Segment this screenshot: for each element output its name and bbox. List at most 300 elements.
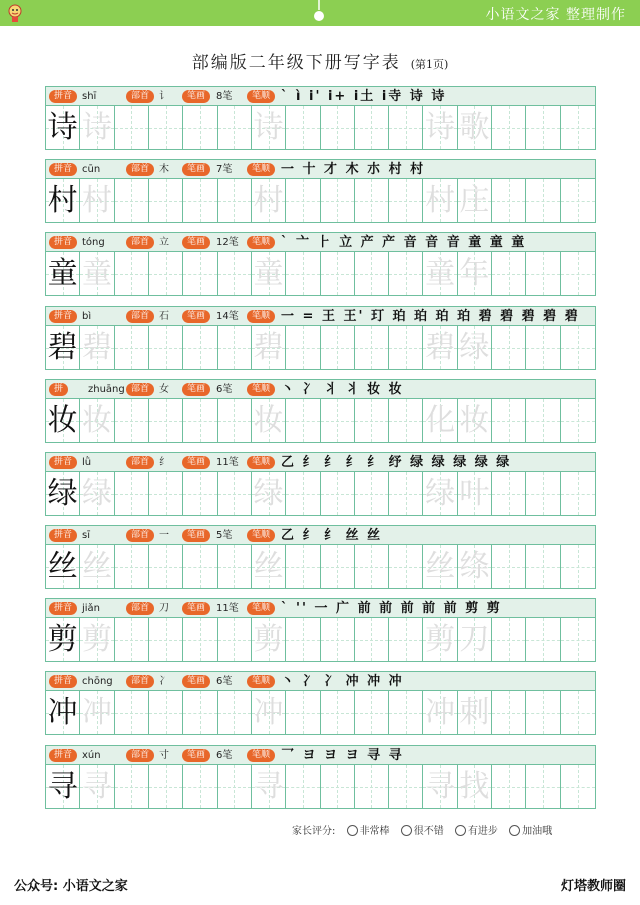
- grid-cell[interactable]: [218, 765, 252, 808]
- grid-cell[interactable]: [526, 545, 560, 588]
- grid-cell[interactable]: [286, 618, 320, 661]
- pinyin-tag: 拼音: [49, 236, 77, 249]
- grid-cell[interactable]: [46, 545, 80, 588]
- grid-cell[interactable]: [355, 179, 389, 222]
- grid-cell[interactable]: [115, 618, 149, 661]
- pinyin-tag: 拼音: [49, 749, 77, 762]
- grid-cell[interactable]: [252, 399, 286, 442]
- grid-cell[interactable]: [355, 106, 389, 149]
- grid-cell[interactable]: [423, 399, 457, 442]
- trace-character: 妆: [459, 403, 490, 438]
- grid-cell[interactable]: [286, 765, 320, 808]
- rating-radio-2[interactable]: [401, 825, 412, 836]
- grid-cell[interactable]: [80, 545, 114, 588]
- grid-cell[interactable]: [526, 472, 560, 515]
- grid-cell[interactable]: [149, 545, 183, 588]
- grid-cell[interactable]: [252, 765, 286, 808]
- radical-tag: 部首: [126, 675, 154, 688]
- radical-value: 一: [159, 530, 169, 541]
- grid-cell[interactable]: [492, 472, 526, 515]
- character-block: [45, 452, 596, 516]
- grid-cell[interactable]: [492, 545, 526, 588]
- trace-character: 绦: [459, 549, 490, 584]
- grid-cell[interactable]: [80, 179, 114, 222]
- info-bar: [46, 672, 595, 691]
- grid-cell[interactable]: [321, 618, 355, 661]
- grid-cell[interactable]: [46, 252, 80, 295]
- info-bar: [46, 233, 595, 252]
- grid-cell[interactable]: [183, 179, 217, 222]
- grid-cell[interactable]: [149, 472, 183, 515]
- rating-radio-4[interactable]: [509, 825, 520, 836]
- grid-cell[interactable]: [80, 765, 114, 808]
- grid-cell[interactable]: [423, 618, 457, 661]
- radical-tag: 部首: [126, 163, 154, 176]
- grid-cell[interactable]: [355, 472, 389, 515]
- grid-cell[interactable]: [321, 106, 355, 149]
- grid-cell[interactable]: [458, 179, 492, 222]
- grid-cell[interactable]: [458, 252, 492, 295]
- grid-cell[interactable]: [389, 252, 423, 295]
- grid-cell[interactable]: [252, 179, 286, 222]
- grid-cell[interactable]: [458, 472, 492, 515]
- writing-grid: [46, 106, 595, 149]
- grid-cell[interactable]: [492, 106, 526, 149]
- info-bar: [46, 599, 595, 618]
- grid-cell[interactable]: [46, 618, 80, 661]
- trace-character: 冲: [425, 695, 456, 730]
- pinyin-value: sī: [82, 530, 90, 541]
- trace-character: 冲: [81, 695, 112, 730]
- model-character: 冲: [47, 695, 78, 730]
- grid-cell[interactable]: [183, 252, 217, 295]
- grid-cell[interactable]: [561, 252, 595, 295]
- grid-cell[interactable]: [218, 252, 252, 295]
- radical-tag: 部首: [126, 602, 154, 615]
- grid-cell[interactable]: [252, 472, 286, 515]
- grid-cell[interactable]: [252, 545, 286, 588]
- grid-cell[interactable]: [355, 252, 389, 295]
- grid-cell[interactable]: [561, 472, 595, 515]
- grid-cell[interactable]: [286, 326, 320, 369]
- grid-cell[interactable]: [183, 472, 217, 515]
- stroke-count-tag: 笔画: [182, 383, 210, 396]
- grid-cell[interactable]: [458, 765, 492, 808]
- grid-cell[interactable]: [389, 326, 423, 369]
- grid-cell[interactable]: [355, 618, 389, 661]
- trace-character: 叶: [459, 476, 490, 511]
- model-character: 村: [47, 183, 78, 218]
- trace-character: 妆: [253, 403, 284, 438]
- radical-value: 立: [159, 237, 169, 248]
- stroke-count-tag: 笔画: [182, 310, 210, 323]
- grid-cell[interactable]: [46, 326, 80, 369]
- pinyin-value: cūn: [82, 164, 101, 175]
- grid-cell[interactable]: [526, 765, 560, 808]
- grid-cell[interactable]: [149, 691, 183, 734]
- character-block: [45, 525, 596, 589]
- grid-cell[interactable]: [492, 326, 526, 369]
- grid-cell[interactable]: [183, 399, 217, 442]
- writing-grid: [46, 618, 595, 661]
- grid-cell[interactable]: [321, 252, 355, 295]
- grid-cell[interactable]: [458, 326, 492, 369]
- trace-character: 村: [81, 183, 112, 218]
- grid-cell[interactable]: [149, 106, 183, 149]
- grid-cell[interactable]: [115, 765, 149, 808]
- trace-character: 绿: [459, 330, 490, 365]
- grid-cell[interactable]: [526, 691, 560, 734]
- pinyin-value: shī: [82, 91, 97, 102]
- radical-value: 冫: [159, 676, 169, 687]
- grid-cell[interactable]: [526, 252, 560, 295]
- grid-cell[interactable]: [80, 399, 114, 442]
- rating-label: 家长评分:: [292, 826, 336, 837]
- grid-cell[interactable]: [423, 545, 457, 588]
- grid-cell[interactable]: [46, 765, 80, 808]
- grid-cell[interactable]: [80, 252, 114, 295]
- writing-grid: [46, 691, 595, 734]
- writing-grid: [46, 545, 595, 588]
- trace-character: 丝: [81, 549, 112, 584]
- grid-cell[interactable]: [252, 691, 286, 734]
- stroke-count-value: 8笔: [216, 91, 233, 102]
- grid-cell[interactable]: [149, 765, 183, 808]
- grid-cell[interactable]: [321, 326, 355, 369]
- radical-value: 讠: [159, 91, 169, 102]
- trace-character: 找: [459, 769, 490, 804]
- model-character: 剪: [47, 622, 78, 657]
- grid-cell[interactable]: [286, 399, 320, 442]
- grid-cell[interactable]: [149, 618, 183, 661]
- stroke-count-value: 11笔: [216, 457, 239, 468]
- info-bar: [46, 453, 595, 472]
- grid-cell[interactable]: [115, 252, 149, 295]
- model-character: 丝: [47, 549, 78, 584]
- grid-cell[interactable]: [458, 618, 492, 661]
- info-bar: [46, 526, 595, 545]
- writing-grid: [46, 326, 595, 369]
- grid-cell[interactable]: [389, 106, 423, 149]
- character-block: [45, 745, 596, 809]
- stroke-count-value: 7笔: [216, 164, 233, 175]
- grid-cell[interactable]: [561, 399, 595, 442]
- grid-cell[interactable]: [526, 618, 560, 661]
- model-character: 妆: [47, 403, 78, 438]
- pinyin-value: chōng: [82, 676, 113, 687]
- radical-tag: 部首: [126, 529, 154, 542]
- character-block: [45, 671, 596, 735]
- pinyin-tag: 拼音: [49, 602, 77, 615]
- grid-cell[interactable]: [423, 765, 457, 808]
- rating-option: 很不错: [413, 826, 444, 837]
- character-block: [45, 86, 596, 150]
- grid-cell[interactable]: [355, 765, 389, 808]
- pinyin-tag: 拼音: [49, 529, 77, 542]
- grid-cell[interactable]: [218, 179, 252, 222]
- grid-cell[interactable]: [286, 545, 320, 588]
- grid-cell[interactable]: [526, 326, 560, 369]
- grid-cell[interactable]: [115, 691, 149, 734]
- trace-character: 村: [253, 183, 284, 218]
- model-character: 绿: [47, 476, 78, 511]
- pinyin-tag: 拼音: [49, 90, 77, 103]
- rating-option: 有进步: [467, 826, 498, 837]
- grid-cell[interactable]: [458, 545, 492, 588]
- grid-cell[interactable]: [355, 399, 389, 442]
- stroke-count-value: 12笔: [216, 237, 239, 248]
- grid-cell[interactable]: [149, 179, 183, 222]
- radical-tag: 部首: [126, 90, 154, 103]
- stroke-order: 乙 纟 纟 纟 纟 纾 绿 绿 绿 绿 绿: [281, 455, 512, 470]
- parent-rating: [292, 822, 552, 837]
- trace-character: 年: [459, 256, 490, 291]
- stroke-order: 丶 冫 冫 冲 冲 冲: [281, 674, 404, 689]
- grid-cell[interactable]: [492, 399, 526, 442]
- trace-character: 妆: [81, 403, 112, 438]
- grid-cell[interactable]: [183, 326, 217, 369]
- grid-cell[interactable]: [183, 618, 217, 661]
- grid-cell[interactable]: [46, 179, 80, 222]
- grid-cell[interactable]: [389, 691, 423, 734]
- stroke-order: ` 亠 ⺊ 立 产 产 音 音 音 童 童 童: [281, 235, 527, 250]
- rating-option: 加油哦: [522, 826, 553, 837]
- grid-cell[interactable]: [458, 691, 492, 734]
- grid-cell[interactable]: [252, 618, 286, 661]
- grid-cell[interactable]: [183, 545, 217, 588]
- stroke-count-tag: 笔画: [182, 456, 210, 469]
- pinyin-value: tóng: [82, 237, 105, 248]
- grid-cell[interactable]: [115, 545, 149, 588]
- radical-tag: 部首: [126, 236, 154, 249]
- stroke-order: 丶 冫 丬 丬 妆 妆: [281, 382, 404, 397]
- grid-cell[interactable]: [46, 399, 80, 442]
- grid-cell[interactable]: [321, 545, 355, 588]
- trace-character: 丝: [253, 549, 284, 584]
- grid-cell[interactable]: [526, 106, 560, 149]
- stroke-order: ` '' 一 广 前 前 前 前 前 剪 剪: [281, 601, 502, 616]
- grid-cell[interactable]: [149, 326, 183, 369]
- grid-cell[interactable]: [492, 691, 526, 734]
- stroke-order-tag: 笔顺: [247, 602, 275, 615]
- grid-cell[interactable]: [252, 326, 286, 369]
- grid-cell[interactable]: [46, 106, 80, 149]
- title-text: 部编版二年级下册写字表: [191, 53, 401, 73]
- radical-value: 女: [159, 384, 169, 395]
- grid-cell[interactable]: [115, 106, 149, 149]
- rating-radio-1[interactable]: [347, 825, 358, 836]
- grid-cell[interactable]: [458, 106, 492, 149]
- grid-cell[interactable]: [286, 472, 320, 515]
- pinyin-tag: 拼音: [49, 310, 77, 323]
- rating-radio-3[interactable]: [455, 825, 466, 836]
- stroke-count-value: 11笔: [216, 603, 239, 614]
- grid-cell[interactable]: [183, 691, 217, 734]
- stroke-order: 乙 纟 纟 丝 丝: [281, 528, 383, 543]
- grid-cell[interactable]: [115, 399, 149, 442]
- grid-cell[interactable]: [389, 179, 423, 222]
- trace-character: 诗: [425, 110, 456, 145]
- grid-cell[interactable]: [46, 472, 80, 515]
- grid-cell[interactable]: [492, 179, 526, 222]
- pinyin-value: xún: [82, 750, 101, 761]
- trace-character: 庄: [459, 183, 490, 218]
- grid-cell[interactable]: [218, 326, 252, 369]
- grid-cell[interactable]: [80, 691, 114, 734]
- stroke-order: 一 十 才 木 朩 村 村: [281, 162, 426, 177]
- grid-cell[interactable]: [218, 472, 252, 515]
- grid-cell[interactable]: [149, 399, 183, 442]
- stroke-order-tag: 笔顺: [247, 163, 275, 176]
- grid-cell[interactable]: [46, 691, 80, 734]
- trace-character: 冲: [253, 695, 284, 730]
- grid-cell[interactable]: [80, 106, 114, 149]
- trace-character: 剪: [81, 622, 112, 657]
- radical-value: 石: [159, 311, 169, 322]
- trace-character: 寻: [81, 769, 112, 804]
- stroke-order-tag: 笔顺: [247, 749, 275, 762]
- grid-cell[interactable]: [492, 765, 526, 808]
- pinyin-value: bì: [82, 311, 92, 322]
- grid-cell[interactable]: [389, 472, 423, 515]
- grid-cell[interactable]: [355, 691, 389, 734]
- grid-cell[interactable]: [80, 326, 114, 369]
- trace-character: 绿: [81, 476, 112, 511]
- grid-cell[interactable]: [423, 179, 457, 222]
- grid-cell[interactable]: [149, 252, 183, 295]
- grid-cell[interactable]: [218, 106, 252, 149]
- grid-cell[interactable]: [423, 691, 457, 734]
- writing-grid: [46, 179, 595, 222]
- grid-cell[interactable]: [389, 399, 423, 442]
- writing-grid: [46, 765, 595, 808]
- grid-cell[interactable]: [115, 179, 149, 222]
- grid-cell[interactable]: [286, 106, 320, 149]
- character-block: [45, 232, 596, 296]
- radical-value: 木: [159, 164, 169, 175]
- grid-cell[interactable]: [321, 691, 355, 734]
- grid-cell[interactable]: [321, 399, 355, 442]
- trace-character: 童: [253, 256, 284, 291]
- info-bar: [46, 746, 595, 765]
- stroke-order-tag: 笔顺: [247, 456, 275, 469]
- grid-cell[interactable]: [389, 618, 423, 661]
- stroke-count-tag: 笔画: [182, 163, 210, 176]
- grid-cell[interactable]: [389, 765, 423, 808]
- grid-cell[interactable]: [252, 252, 286, 295]
- character-block: [45, 159, 596, 223]
- grid-cell[interactable]: [561, 691, 595, 734]
- trace-character: 剪: [425, 622, 456, 657]
- trace-character: 化: [425, 403, 456, 438]
- grid-cell[interactable]: [218, 691, 252, 734]
- grid-cell[interactable]: [183, 765, 217, 808]
- grid-cell[interactable]: [80, 618, 114, 661]
- trace-character: 绿: [253, 476, 284, 511]
- model-character: 诗: [47, 110, 78, 145]
- radical-tag: 部首: [126, 749, 154, 762]
- trace-character: 寻: [425, 769, 456, 804]
- stroke-count-value: 6笔: [216, 384, 233, 395]
- trace-character: 碧: [253, 330, 284, 365]
- grid-cell[interactable]: [423, 326, 457, 369]
- grid-cell[interactable]: [389, 545, 423, 588]
- grid-cell[interactable]: [561, 106, 595, 149]
- trace-character: 剪: [253, 622, 284, 657]
- grid-cell[interactable]: [218, 618, 252, 661]
- grid-cell[interactable]: [321, 179, 355, 222]
- trace-character: 丝: [425, 549, 456, 584]
- stroke-order-tag: 笔顺: [247, 236, 275, 249]
- trace-character: 绿: [425, 476, 456, 511]
- grid-cell[interactable]: [423, 472, 457, 515]
- grid-cell[interactable]: [183, 106, 217, 149]
- brand-text: 小语文之家 整理制作: [485, 7, 626, 23]
- grid-cell[interactable]: [286, 691, 320, 734]
- grid-cell[interactable]: [115, 472, 149, 515]
- grid-cell[interactable]: [286, 179, 320, 222]
- grid-cell[interactable]: [115, 326, 149, 369]
- grid-cell[interactable]: [218, 399, 252, 442]
- pinyin-tag: 拼: [49, 383, 68, 396]
- grid-cell[interactable]: [526, 179, 560, 222]
- writing-grid: [46, 252, 595, 295]
- lightbulb-icon: [312, 0, 326, 24]
- model-character: 寻: [47, 769, 78, 804]
- stroke-count-value: 6笔: [216, 676, 233, 687]
- grid-cell[interactable]: [355, 545, 389, 588]
- grid-cell[interactable]: [321, 765, 355, 808]
- trace-character: 刀: [459, 622, 490, 657]
- radical-value: 寸: [159, 750, 169, 761]
- info-bar: [46, 87, 595, 106]
- stroke-count-tag: 笔画: [182, 675, 210, 688]
- stroke-count-tag: 笔画: [182, 749, 210, 762]
- grid-cell[interactable]: [423, 252, 457, 295]
- stroke-count-value: 14笔: [216, 311, 239, 322]
- grid-cell[interactable]: [252, 106, 286, 149]
- grid-cell[interactable]: [492, 618, 526, 661]
- info-bar: [46, 307, 595, 326]
- grid-cell[interactable]: [492, 252, 526, 295]
- grid-cell[interactable]: [561, 618, 595, 661]
- grid-cell[interactable]: [321, 472, 355, 515]
- radical-tag: 部首: [126, 383, 154, 396]
- grid-cell[interactable]: [561, 545, 595, 588]
- grid-cell[interactable]: [561, 326, 595, 369]
- grid-cell[interactable]: [561, 179, 595, 222]
- radical-value: 纟: [159, 457, 169, 468]
- grid-cell[interactable]: [423, 106, 457, 149]
- stroke-order-tag: 笔顺: [247, 529, 275, 542]
- page-number: (第1页): [410, 58, 449, 71]
- radical-tag: 部首: [126, 456, 154, 469]
- grid-cell[interactable]: [561, 765, 595, 808]
- grid-cell[interactable]: [458, 399, 492, 442]
- top-banner: [0, 0, 640, 26]
- grid-cell[interactable]: [218, 545, 252, 588]
- stroke-order: ` ì i' i+ i土 i寺 诗 诗: [281, 89, 447, 104]
- grid-cell[interactable]: [526, 399, 560, 442]
- stroke-order-tag: 笔顺: [247, 675, 275, 688]
- grid-cell[interactable]: [355, 326, 389, 369]
- stroke-count-tag: 笔画: [182, 529, 210, 542]
- grid-cell[interactable]: [80, 472, 114, 515]
- grid-cell[interactable]: [286, 252, 320, 295]
- model-character: 碧: [47, 330, 78, 365]
- stroke-order: 一 = 王 王' 玎 珀 珀 珀 珀 碧 碧 碧 碧 碧: [281, 309, 580, 324]
- radical-tag: 部首: [126, 310, 154, 323]
